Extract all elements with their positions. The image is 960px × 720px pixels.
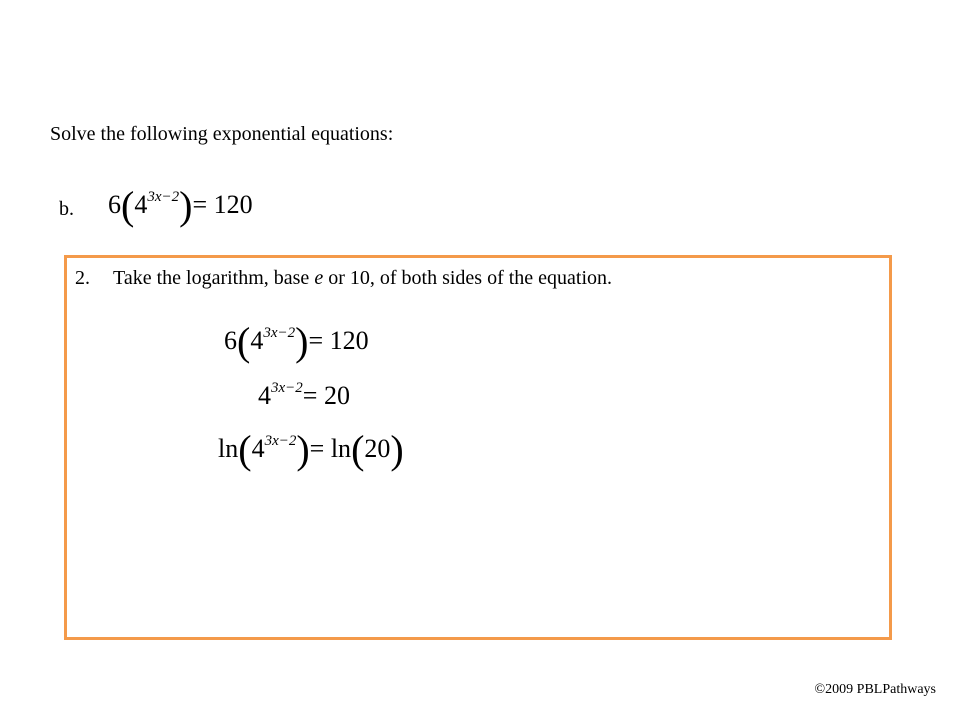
left-paren: ( (351, 427, 365, 472)
work-line-2 (258, 380, 350, 411)
problem-label: b. (59, 198, 74, 220)
line3-rhs-arg: 20 (364, 434, 391, 463)
line1-base: 4 (250, 326, 264, 355)
step-number: 2. (75, 267, 90, 289)
step-text-after: or 10, of both sides of the equation. (323, 267, 613, 289)
right-paren: ) (390, 427, 404, 472)
left-paren: ( (237, 319, 251, 364)
line2-base: 4 (258, 381, 271, 410)
page-heading: Solve the following exponential equations: (50, 123, 394, 145)
line3-base: 4 (251, 434, 265, 463)
step-instruction (75, 264, 612, 292)
copyright-footer: ©2009 PBLPathways (814, 682, 936, 697)
solution-step-box (64, 255, 892, 640)
line3-ln: ln (218, 434, 239, 463)
line3-rhs-ln: = ln (309, 434, 352, 463)
line1-exponent: 3x−2 (263, 325, 296, 341)
line2-exponent: 3x−2 (271, 380, 303, 396)
problem-equation (108, 183, 253, 228)
step-text-before: Take the logarithm, base (113, 267, 315, 289)
eq-coefficient: 6 (108, 190, 121, 219)
line1-coefficient: 6 (224, 326, 237, 355)
work-line-1 (224, 319, 369, 364)
step-e: e (314, 267, 324, 289)
line3-exponent: 3x−2 (264, 433, 297, 449)
right-paren: ) (296, 427, 310, 472)
left-paren: ( (238, 427, 252, 472)
eq-rhs: = 120 (192, 190, 253, 219)
left-paren: ( (121, 183, 135, 228)
right-paren: ) (295, 319, 309, 364)
eq-base: 4 (134, 190, 148, 219)
eq-exponent: 3x−2 (147, 189, 180, 205)
line1-rhs: = 120 (308, 326, 369, 355)
right-paren: ) (179, 183, 193, 228)
line2-rhs: = 20 (302, 381, 350, 410)
work-line-3 (218, 427, 404, 472)
